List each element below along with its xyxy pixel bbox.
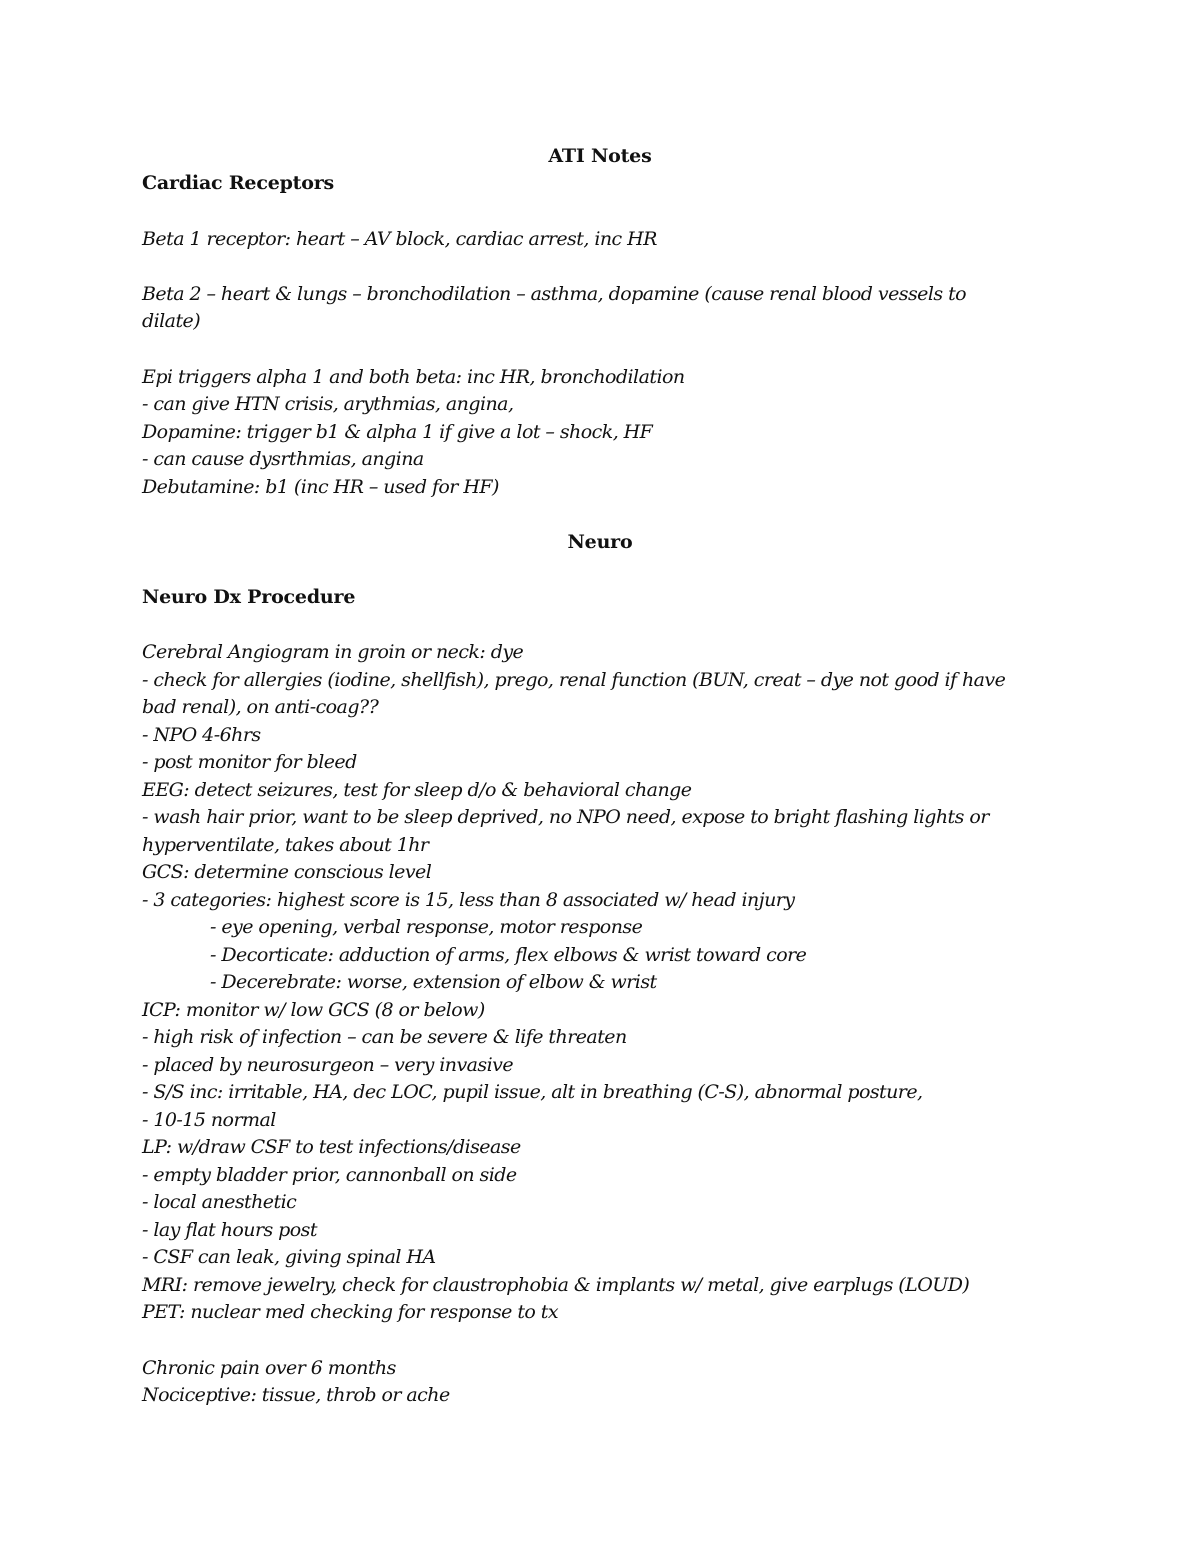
neuro-line: - wash hair prior, want to be sleep deprived, no NPO need, expose to bright flashing lights or: [142, 806, 989, 828]
neuro-line: - empty bladder prior, cannonball on side: [142, 1164, 517, 1186]
cardiac-line: dilate): [142, 310, 201, 332]
cardiac-line: Beta 2 – heart & lungs – bronchodilation – asthma, dopamine (cause renal blood vessels to: [142, 283, 967, 305]
neuro-heading: Neuro Dx Procedure: [142, 586, 356, 608]
neuro-line: - 3 categories: highest score is 15, less than 8 associated w/ head injury: [142, 889, 795, 911]
neuro-line: bad renal), on anti-coag??: [142, 696, 379, 718]
neuro-line: - NPO 4-6hrs: [142, 724, 261, 746]
neuro-line: - CSF can leak, giving spinal HA: [142, 1246, 436, 1268]
neuro-line: PET: nuclear med checking for response to tx: [142, 1301, 559, 1323]
neuro-line-indented: - Decerebrate: worse, extension of elbow & wrist: [210, 971, 657, 993]
document-title: ATI Notes: [548, 145, 652, 167]
neuro-line: Cerebral Angiogram in groin or neck: dye: [142, 641, 524, 663]
neuro-line: - post monitor for bleed: [142, 751, 357, 773]
neuro-line: - high risk of infection – can be severe & life threaten: [142, 1026, 627, 1048]
neuro-line: - check for allergies (iodine, shellfish), prego, renal function (BUN, creat – dye not good if have: [142, 669, 1006, 691]
cardiac-line: Epi triggers alpha 1 and both beta: inc HR, bronchodilation: [142, 366, 685, 388]
cardiac-heading: Cardiac Receptors: [142, 172, 335, 194]
neuro-line: MRI: remove jewelry, check for claustrophobia & implants w/ metal, give earplugs (LOUD): [142, 1274, 970, 1296]
neuro-line: - 10-15 normal: [142, 1109, 276, 1131]
cardiac-line: Dopamine: trigger b1 & alpha 1 if give a lot – shock, HF: [142, 421, 653, 443]
neuro-line-indented: - Decorticate: adduction of arms, flex elbows & wrist toward core: [210, 944, 807, 966]
neuro-line: GCS: determine conscious level: [142, 861, 432, 883]
neuro-line-indented: - eye opening, verbal response, motor response: [210, 916, 643, 938]
neuro-section-title: Neuro: [567, 531, 633, 553]
neuro-line: EEG: detect seizures, test for sleep d/o & behavioral change: [142, 779, 692, 801]
neuro-line: - local anesthetic: [142, 1191, 297, 1213]
neuro-line: Nociceptive: tissue, throb or ache: [142, 1384, 450, 1406]
cardiac-line: - can cause dysrthmias, angina: [142, 448, 424, 470]
neuro-line: LP: w/draw CSF to test infections/disease: [142, 1136, 521, 1158]
cardiac-line: Beta 1 receptor: heart – AV block, cardiac arrest, inc HR: [142, 228, 657, 250]
neuro-line: Chronic pain over 6 months: [142, 1357, 396, 1379]
cardiac-line: Debutamine: b1 (inc HR – used for HF): [142, 476, 499, 498]
neuro-line: ICP: monitor w/ low GCS (8 or below): [142, 999, 485, 1021]
neuro-line: hyperventilate, takes about 1hr: [142, 834, 429, 856]
neuro-line: - S/S inc: irritable, HA, dec LOC, pupil issue, alt in breathing (C-S), abnormal posture,: [142, 1081, 923, 1103]
neuro-line: - lay flat hours post: [142, 1219, 317, 1241]
cardiac-line: - can give HTN crisis, arythmias, angina,: [142, 393, 514, 415]
neuro-line: - placed by neurosurgeon – very invasive: [142, 1054, 514, 1076]
